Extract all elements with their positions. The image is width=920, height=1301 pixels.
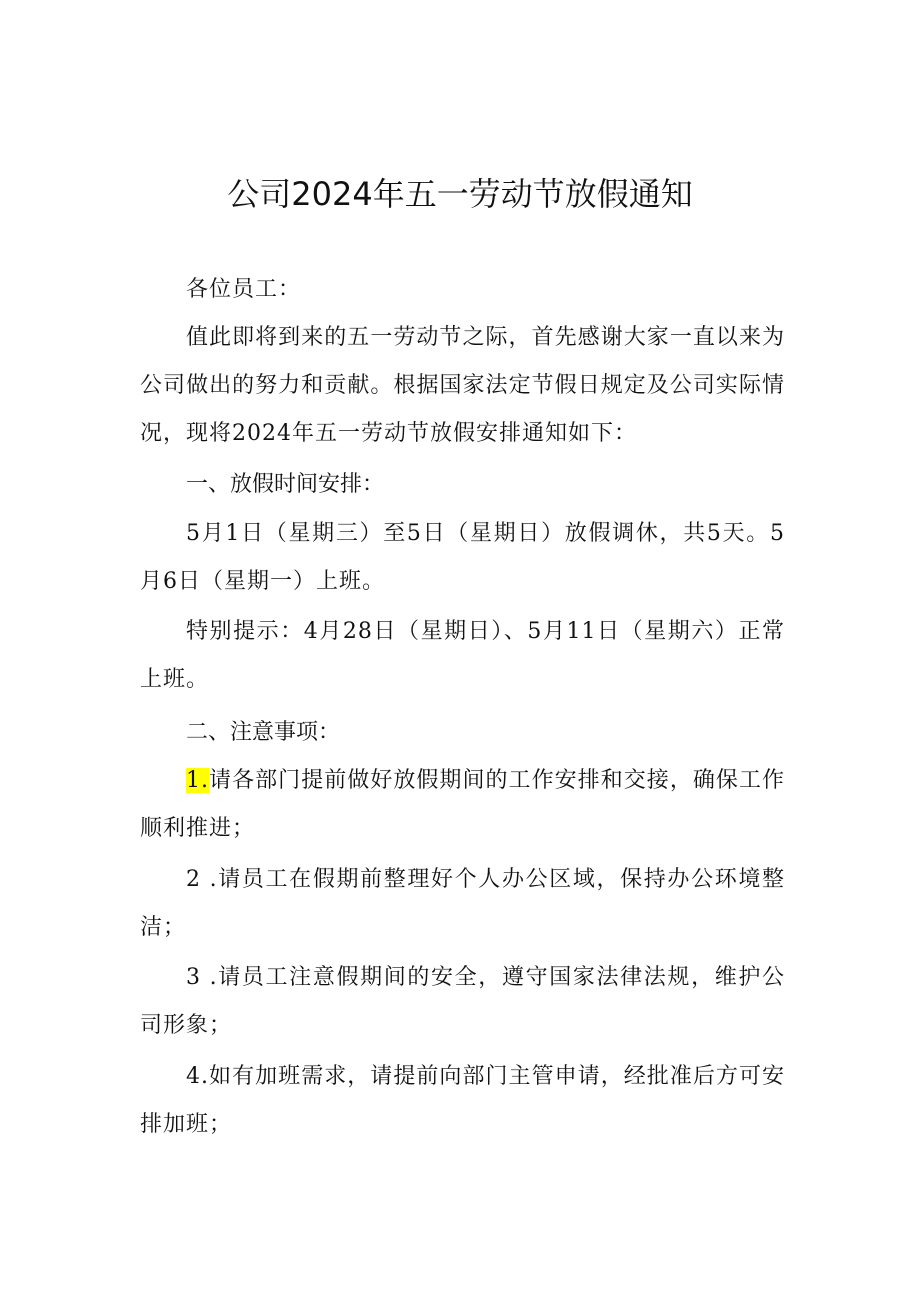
notice-item-4: 4.如有加班需求，请提前向部门主管申请，经批准后方可安排加班；: [140, 1064, 785, 1137]
document-title: 公司2024年五一劳动节放假通知: [227, 175, 693, 213]
greeting: 各位员工：: [186, 277, 302, 302]
notice-item-2: 2 .请员工在假期前整理好个人办公区域，保持办公环境整洁；: [140, 867, 785, 940]
notice-item-3: 3 .请员工注意假期间的安全，遵守国家法律法规，维护公司形象；: [140, 965, 785, 1038]
notice-item-1: [140, 757, 785, 853]
notice-item-1-text: 请各部门提前做好放假期间的工作安排和交接，确保工作顺利推进；: [140, 768, 785, 841]
intro-paragraph: 值此即将到来的五一劳动节之际，首先感谢大家一直以来为公司做出的努力和贡献。根据国家法定节假日规定及公司实际情况，现将2024年五一劳动节放假安排通知如下：: [140, 325, 785, 446]
section-2-heading: 二、注意事项：: [186, 720, 341, 745]
special-note-paragraph: 特别提示：4月28日（星期日）、5月11日（星期六）正常上班。: [140, 619, 785, 692]
section-1-heading: 一、放假时间安排：: [186, 472, 385, 497]
schedule-paragraph: 5月1日（星期三）至5日（星期日）放假调休，共5天。5月6日（星期一）上班。: [140, 521, 785, 594]
highlighted-item-number: 1.: [186, 768, 209, 793]
